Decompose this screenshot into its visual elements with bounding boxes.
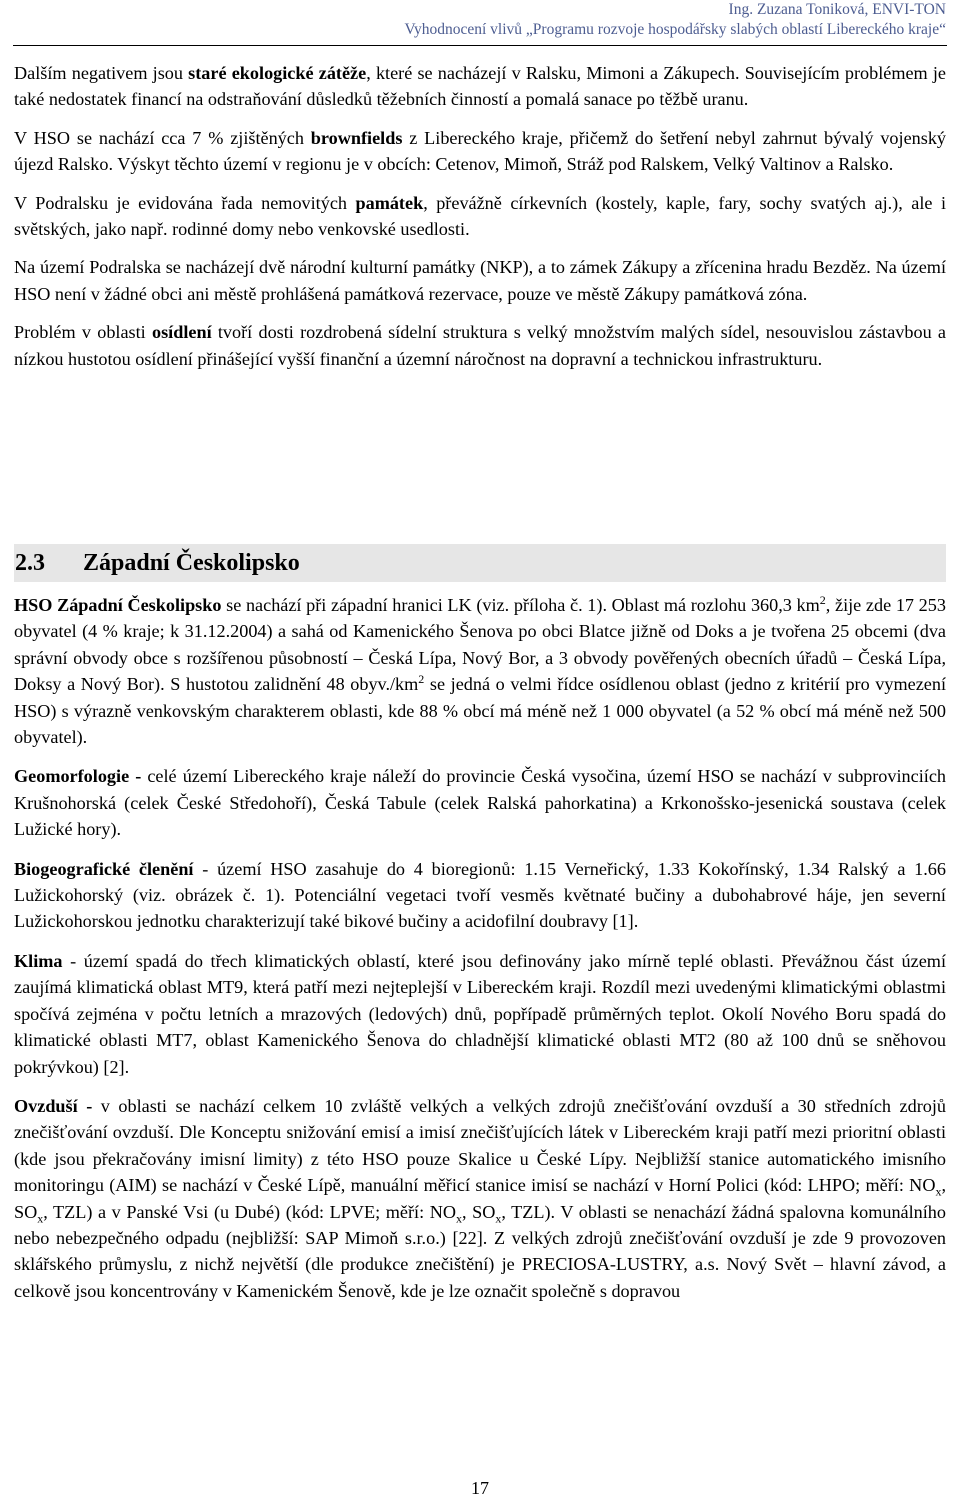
paragraph-ecological-burdens: Dalším negativem jsou staré ekologické zátěže, které se nacházejí v Ralsku, Mimoni a Zákupech. Souvisejícím problémem je také nedostatek financí na odstraňování důsledků těžebních činností a pomalá sanace po těžbě uranu. <box>14 63 946 110</box>
body-text-section <box>14 592 946 1304</box>
header-divider <box>13 45 947 46</box>
paragraph-brownfields: V HSO se nachází cca 7 % zjištěných brownfields z Libereckého kraje, přičemž do šetření nebyl zahrnut bývalý vojenský újezd Ralsko. Výskyt těchto území v regionu je v obcích: Cetenov, Mimoň, Stráž pod Ralskem, Velký Valtinov a Ralsko. <box>14 127 947 175</box>
page-number: 17 <box>471 1478 489 1498</box>
header-author: Ing. Zuzana Toniková, ENVI-TON <box>728 1 946 18</box>
section-number: 2.3 <box>15 549 45 576</box>
paragraph-monuments: V Podralsku je evidována řada nemovitých památek, převážně církevních (kostely, kaple, fary, sochy svatých aj.), ale i světských, jako např. rodinné domy nebo venkovské usedlosti. <box>14 192 946 240</box>
paragraph-national-monuments: Na území Podralska se nacházejí dvě národní kulturní památky (NKP), a to zámek Zákupy a zřícenina hradu Bezděz. Na území HSO není v žádné obci ani městě prohlášená památková rezervace, pouze ve městě Zákupy památková zóna. <box>14 257 946 304</box>
paragraph-biogeography: Biogeografické členění - území HSO zasahuje do 4 bioregionů: 1.15 Verneřický, 1.33 Kokořínský, 1.34 Ralský a 1.66 Lužickohorský (viz. obrázek č. 1). Potenciální vegetaci tvoří vesměs květnaté bučiny a dubohabrové háje, jen severní Lužickohorskou jednotku charakterizují také bikové bučiny a acidofilní doubravy [1]. <box>14 858 946 932</box>
paragraph-settlement: Problém v oblasti osídlení tvoří dosti rozdrobená sídelní struktura s velký množstvím malých sídel, nesouvislou zástavbou a nízkou hustotou osídlení přinášející vyšší finanční a územní náročnost na dopravní a technickou infrastrukturu. <box>14 322 946 369</box>
section-title: Západní Českolipsko <box>83 549 300 576</box>
header-title: Vyhodnocení vlivů „Programu rozvoje hospodářsky slabých oblastí Libereckého kraje“ <box>404 21 946 38</box>
section-heading <box>14 544 946 582</box>
body-text-top <box>14 60 946 372</box>
paragraph-hso-overview: HSO Západní Českolipsko se nachází při západní hranici LK (viz. příloha č. 1). Oblast má rozlohu 360,3 $km^2$, žije zde 17 253 obyvatel (4 % kraje; k 31.12.2004) a sahá od Kamenického Šenova po obci Blatce jižně od Doks a je tvořena 25 obcemi (dva správní obvody obce s rozšířenou působností – Česká Lípa, Nový Bor, a 3 obvody pověřených obecních úřadů – Česká Lípa, Doksy a Nový Bor). S hustotou zalidnění 48 $obyv./km^2$ se jedná o velmi řídce osídlenou oblast (jedno z kritérií pro vymezení HSO) s výrazně venkovským charakterem oblasti, kde 88 % obcí má méně než 1 000 obyvatel (a 52 % obcí má méně než 500 obyvatel). <box>14 592 946 748</box>
paragraph-climate: Klima - území spadá do třech klimatických oblastí, které jsou definovány jako mírně teplé oblasti. Převážnou část území zaujímá klimatická oblast MT9, která patří mezi nejteplejší v Libereckém kraji. Rozdíl mezi uvedenými klimatickými oblastmi spočívá zejména v počtu letních a mrazových (ledových) dnů, popřípadě průměrných teplot. Okolí Nového Boru spadá do klimatické oblasti MT7, oblast Kamenického Šenova do chladnější klimatické oblasti MT2 (80 až 100 dnů se sněhovou pokrývkou) [2]. <box>14 950 946 1077</box>
paragraph-air-quality: Ovzduší - v oblasti se nachází celkem 10 zvláště velkých a velkých zdrojů znečišťování ovzduší a 30 středních zdrojů znečišťování ovzduší. Dle Konceptu snižování emisí a imisí znečišťujících látek v Libereckém kraji patří mezi prioritní oblasti (kde jsou překračovány imisní limity) z této HSO pouze Skalice u České Lípy. Nejbližší stanice automatického imisního monitoringu (AIM) se nachází v České Lípě, manuální měřicí stanice imisí se nachází v Horní Polici (kód: LHPO; měří: $NO_x$, $SO_x$, TZL) a v Panské Vsi (u Dubé) (kód: LPVE; měří: $NO_x$, $SO_x$, TZL). V oblasti se nenachází žádná spalovna komunálního nebo nebezpečného odpadu (nejbližší: SAP Mimoň s.r.o.) [22]. Z velkých zdrojů znečišťování ovzduší je zde 9 provozoven sklářského průmyslu, z nichž největší (dle produkce znečištění) je PRECIOSA-LUSTRY, a.s. Nový Svět – hlavní závod, a celkově jsou koncentrovány v Kamenickém Šenově, kde je lze označit společně s dopravou <box>14 1095 946 1301</box>
running-header <box>405 0 947 40</box>
paragraph-geomorphology: Geomorfologie - celé území Libereckého kraje náleží do provincie Česká vysočina, území HSO se nachází v subprovinciích Krušnohorská (celek České Středohoří), Česká Tabule (celek Ralská pahorkatina) a Krkonošsko-jesenická soustava (celek Lužické hory). <box>14 766 946 840</box>
